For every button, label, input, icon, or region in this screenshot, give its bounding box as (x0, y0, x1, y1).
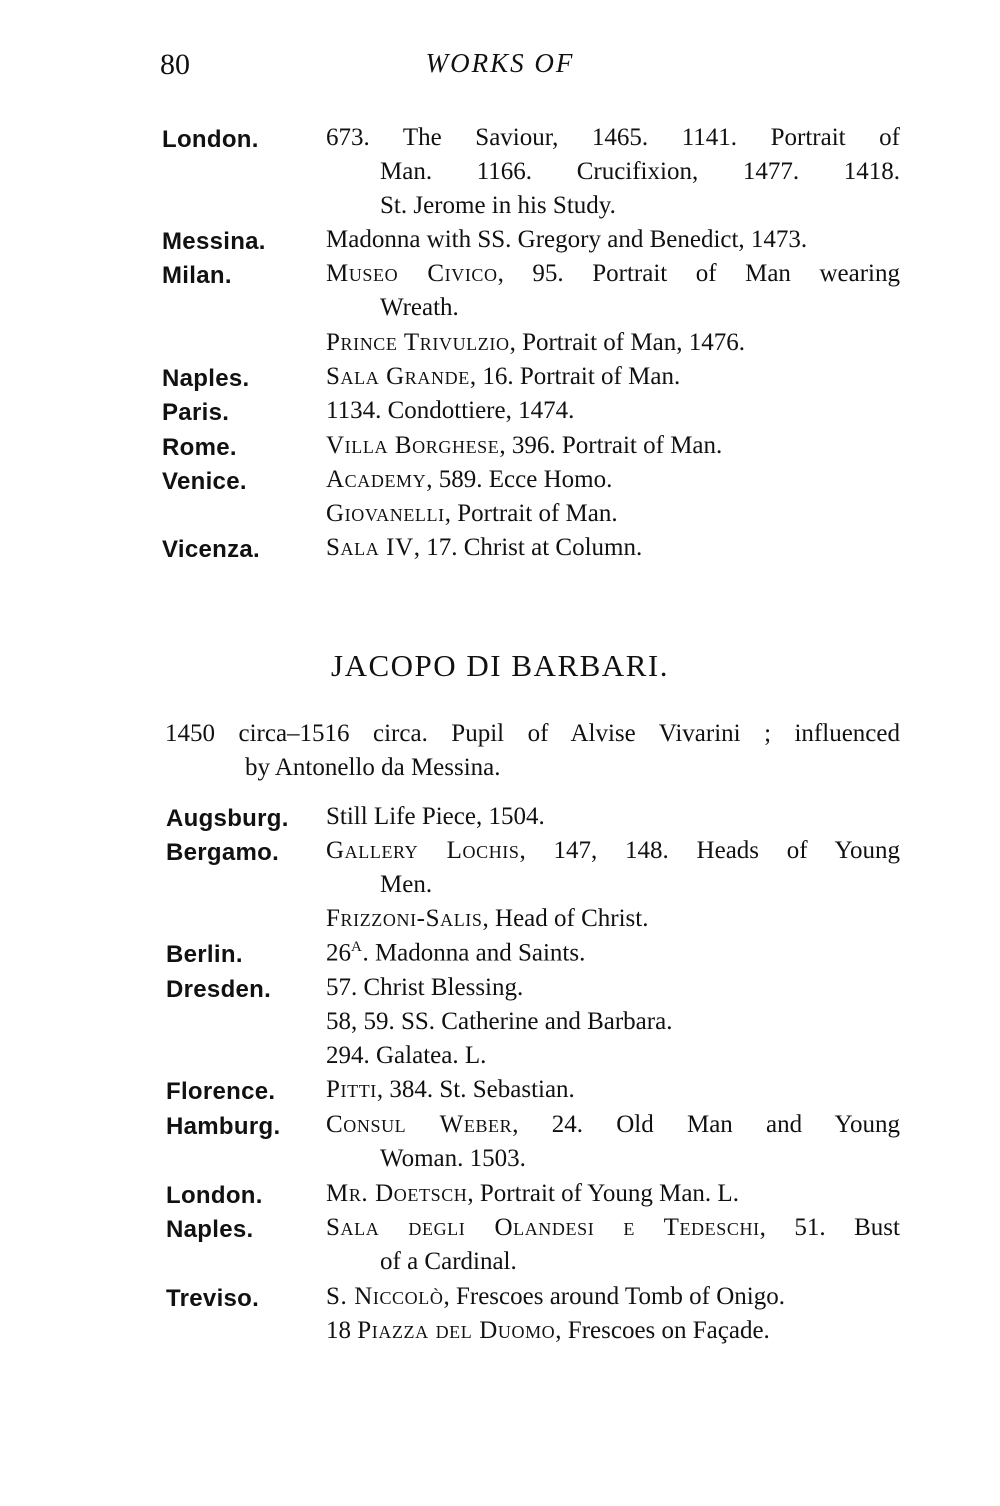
collection-name: Sala IV (326, 534, 414, 561)
entry-row (0, 1145, 1000, 1179)
running-title: WORKS OF (425, 48, 575, 78)
entry-row (0, 871, 1000, 905)
collection-name: Consul Weber (326, 1111, 513, 1138)
collection-name: Piazza del Duomo (357, 1317, 556, 1344)
city-label: Messina. (162, 228, 266, 255)
collection-name: Sala degli Olandesi e Tedeschi (326, 1214, 760, 1241)
entry-row (0, 1248, 1000, 1282)
page-number: 80 (160, 48, 190, 81)
entry-text: Frizzoni-Salis, Head of Christ. (326, 905, 649, 932)
entry-text: 1134. Condottiere, 1474. (326, 397, 575, 424)
city-label: London. (166, 1182, 263, 1209)
entry-row (0, 294, 1000, 328)
entry-row (0, 905, 1000, 939)
entry-row (0, 397, 1000, 431)
entry-text: Madonna with SS. Gregory and Benedict, 1473. (326, 226, 808, 253)
city-label: London. (162, 126, 259, 153)
entry-text: Still Life Piece, 1504. (326, 803, 545, 830)
entry-text: Consul Weber, 24. Old Man and Young (326, 1111, 900, 1138)
city-label: Venice. (162, 468, 247, 495)
entry-text: Woman. 1503. (380, 1145, 526, 1172)
collection-name: Academy (326, 466, 427, 493)
entry-text: 18 Piazza del Duomo, Frescoes on Façade. (326, 1317, 770, 1344)
entry-row (0, 1214, 1000, 1248)
city-label: Augsburg. (166, 805, 289, 832)
city-label: Vicenza. (162, 536, 261, 563)
entry-text: of a Cardinal. (380, 1248, 517, 1275)
entry-text: Mr. Doetsch, Portrait of Young Man. L. (326, 1180, 739, 1207)
city-label: Naples. (162, 365, 250, 392)
collection-name: Museo Civico (326, 260, 498, 287)
entry-row (0, 124, 1000, 158)
city-label: Naples. (166, 1216, 254, 1243)
entry-text: 57. Christ Blessing. (326, 974, 524, 1001)
entry-text: Giovanelli, Portrait of Man. (326, 500, 618, 527)
collection-name: Sala Grande (326, 363, 470, 390)
entry-text: Museo Civico, 95. Portrait of Man wearing (326, 260, 900, 287)
entry-text: S. Niccolò, Frescoes around Tomb of Onigo. (326, 1283, 785, 1310)
entry-text: Gallery Lochis, 147, 148. Heads of Young (326, 837, 900, 864)
entry-row (0, 192, 1000, 226)
intro-line: by Antonello da Messina. (245, 754, 501, 781)
collection-name: Gallery Lochis (326, 837, 520, 864)
entry-row (0, 500, 1000, 534)
city-label: Berlin. (166, 941, 243, 968)
entry-text: Sala Grande, 16. Portrait of Man. (326, 363, 681, 390)
collection-name: Giovanelli (326, 500, 445, 527)
entry-row (0, 260, 1000, 294)
collection-name: Villa Borghese (326, 432, 500, 459)
entry-text: Man. 1166. Crucifixion, 1477. 1418. (380, 158, 900, 185)
entry-row (0, 939, 1000, 973)
entry-row (0, 1042, 1000, 1076)
entry-row (0, 1317, 1000, 1351)
entry-text: 58, 59. SS. Catherine and Barbara. (326, 1008, 673, 1035)
entry-row (0, 1180, 1000, 1214)
entry-row (0, 466, 1000, 500)
entry-text: Sala IV, 17. Christ at Column. (326, 534, 643, 561)
collection-name: S. Niccolò (326, 1283, 444, 1310)
superscript: A (351, 939, 363, 955)
entry-text: St. Jerome in his Study. (380, 192, 616, 219)
entry-text: Wreath. (380, 294, 459, 321)
entry-row (0, 363, 1000, 397)
entry-text: Pitti, 384. St. Sebastian. (326, 1076, 575, 1103)
entry-row (0, 329, 1000, 363)
entry-row (0, 158, 1000, 192)
entry-row (0, 1283, 1000, 1317)
collection-name: Mr. Doetsch (326, 1180, 468, 1207)
city-label: Dresden. (166, 976, 272, 1003)
city-label: Bergamo. (166, 839, 280, 866)
city-label: Treviso. (166, 1285, 260, 1312)
city-label: Florence. (166, 1078, 276, 1105)
entry-row (0, 1111, 1000, 1145)
section-title: JACOPO DI BARBARI. (331, 648, 669, 683)
entry-text: 294. Galatea. L. (326, 1042, 487, 1069)
entry-text: Academy, 589. Ecce Homo. (326, 466, 613, 493)
entry-text: Villa Borghese, 396. Portrait of Man. (326, 432, 723, 459)
city-label: Rome. (162, 434, 237, 461)
entry-row (0, 1076, 1000, 1110)
entry-text: 673. The Saviour, 1465. 1141. Portrait of (326, 124, 900, 151)
entry-text: Sala degli Olandesi e Tedeschi, 51. Bust (326, 1214, 900, 1241)
collection-name: Prince Trivulzio (326, 329, 510, 356)
entry-text: $26^A$. Madonna and Saints. (326, 939, 586, 967)
entry-row (0, 974, 1000, 1008)
collection-name: Frizzoni-Salis (326, 905, 483, 932)
city-label: Paris. (162, 399, 230, 426)
city-label: Hamburg. (166, 1113, 281, 1140)
entry-row (0, 432, 1000, 466)
entry-row (0, 803, 1000, 837)
entry-text: Men. (380, 871, 433, 898)
entry-row (0, 837, 1000, 871)
entry-row (0, 226, 1000, 260)
entry-row (0, 534, 1000, 568)
entry-text: Prince Trivulzio, Portrait of Man, 1476. (326, 329, 745, 356)
collection-name: Pitti (326, 1076, 377, 1103)
city-label: Milan. (162, 262, 232, 289)
entry-row (0, 1008, 1000, 1042)
intro-line: 1450 circa–1516 circa. Pupil of Alvise Vivarini ; influenced (165, 720, 900, 747)
